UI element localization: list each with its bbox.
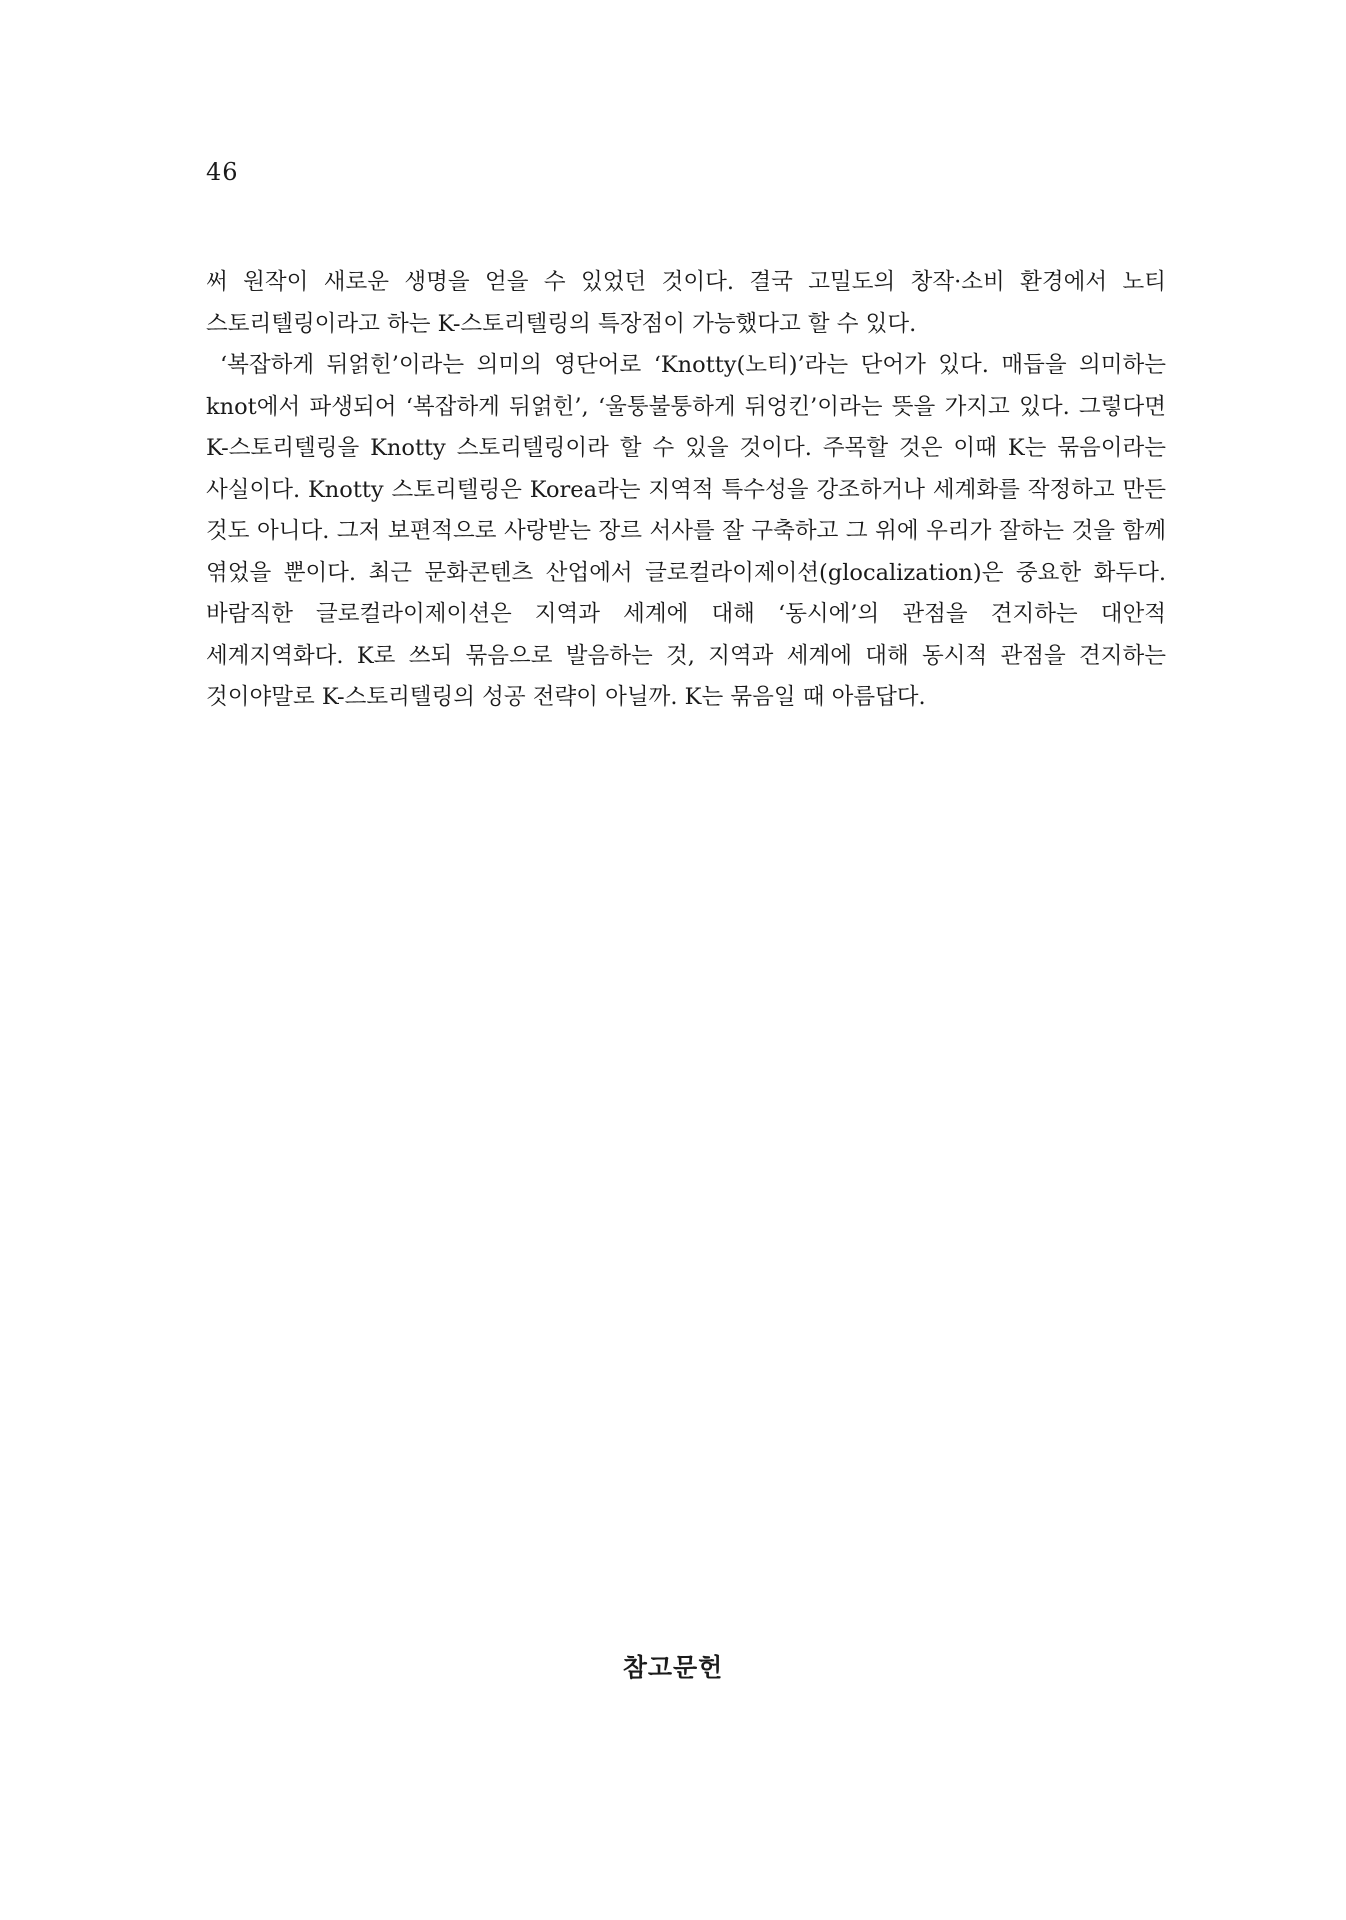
body-text bbox=[206, 262, 1166, 719]
paragraph-knotty-storytelling: ‘복잡하게 뒤얽힌’이라는 의미의 영단어로 ‘Knotty(노티)’라는 단어가 있다. 매듭을 의미하는 knot에서 파생되어 ‘복잡하게 뒤얽힌’, ‘울퉁불퉁하게 뒤엉킨’이라는 뜻을 가지고 있다. 그렇다면 K-스토리텔링을 Knotty 스토리텔링이라 할 수 있을 것이다. 주목할 것은 이때 K는 묶음이라는 사실이다. Knotty 스토리텔링은 Korea라는 지역적 특수성을 강조하거나 세계화를 작정하고 만든 것도 아니다. 그저 보편적으로 사랑받는 장르 서사를 잘 구축하고 그 위에 우리가 잘하는 것을 함께 엮었을 뿐이다. 최근 문화콘텐츠 산업에서 글로컬라이제이션(glocalization)은 중요한 화두다. 바람직한 글로컬라이제이션은 지역과 세계에 대해 ‘동시에’의 관점을 견지하는 대안적 세계지역화다. K로 쓰되 묶음으로 발음하는 것, 지역과 세계에 대해 동시적 관점을 견지하는 것이야말로 K-스토리텔링의 성공 전략이 아닐까. K는 묶음일 때 아름답다. bbox=[206, 352, 1166, 710]
references-heading: 참고문헌 bbox=[622, 1653, 724, 1682]
paragraph-continued: 써 원작이 새로운 생명을 얻을 수 있었던 것이다. 결국 고밀도의 창작·소비 환경에서 노티 스토리텔링이라고 하는 K-스토리텔링의 특장점이 가능했다고 할 수 있다. bbox=[206, 269, 1166, 337]
page-number: 46 bbox=[206, 158, 239, 186]
